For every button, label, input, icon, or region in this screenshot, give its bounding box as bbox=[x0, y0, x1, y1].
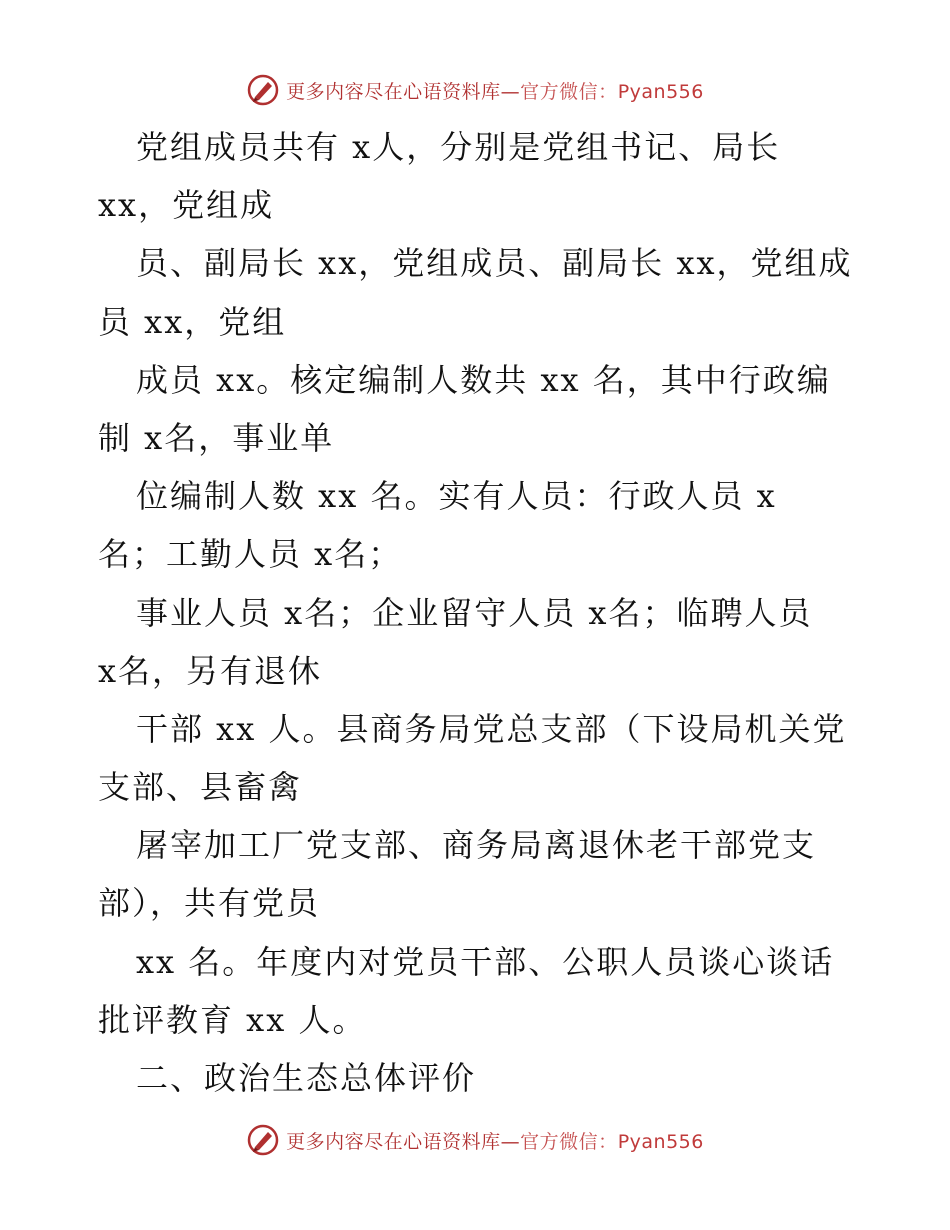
pen-logo-icon bbox=[246, 1123, 280, 1157]
header-watermark bbox=[0, 70, 950, 110]
text-line: 制 x名，事业单 bbox=[98, 418, 335, 457]
watermark-id: Pyan556 bbox=[617, 1130, 704, 1153]
watermark-dash: — bbox=[500, 1130, 521, 1153]
watermark-text bbox=[286, 77, 704, 104]
text-line: 批评教育 xx 人。 bbox=[98, 1000, 367, 1039]
text-line: 员 xx，党组 bbox=[98, 302, 287, 341]
text-line: 屠宰加工厂党支部、商务局离退休老干部党支 bbox=[136, 826, 817, 865]
watermark-official: 官方微信： bbox=[520, 80, 618, 103]
text-line: x名，另有退休 bbox=[98, 651, 323, 690]
watermark-official: 官方微信： bbox=[520, 1130, 618, 1153]
text-line: xx 名。年度内对党员干部、公职人员谈心谈话 bbox=[136, 942, 835, 981]
watermark-text bbox=[286, 1127, 704, 1154]
text-line: 干部 xx 人。县商务局党总支部（下设局机关党 bbox=[136, 709, 847, 748]
pen-logo-icon bbox=[246, 73, 280, 107]
watermark-dash: — bbox=[500, 80, 521, 103]
footer-watermark bbox=[0, 1120, 950, 1160]
text-line: 二、政治生态总体评价 bbox=[136, 1059, 477, 1097]
text-line: xx，党组成 bbox=[98, 186, 275, 225]
text-line: 部），共有党员 bbox=[98, 884, 321, 923]
watermark-prefix: 更多内容尽在心语资料库 bbox=[286, 1130, 501, 1153]
text-line: 成员 xx。核定编制人数共 xx 名，其中行政编 bbox=[136, 360, 831, 399]
text-line: 事业人员 x名；企业留守人员 x名；临聘人员 bbox=[136, 593, 813, 632]
text-line: 党组成员共有 x人，分别是党组书记、局长 bbox=[136, 128, 781, 166]
document-body bbox=[98, 118, 858, 1107]
text-line: 支部、县畜禽 bbox=[98, 768, 303, 807]
text-line: 员、副局长 xx，党组成员、副局长 xx，党组成 bbox=[136, 244, 853, 283]
watermark-id: Pyan556 bbox=[617, 80, 704, 103]
text-line: 位编制人数 xx 名。实有人员：行政人员 x bbox=[136, 477, 777, 516]
watermark-prefix: 更多内容尽在心语资料库 bbox=[286, 80, 501, 103]
text-line: 名；工勤人员 x名； bbox=[98, 535, 403, 574]
